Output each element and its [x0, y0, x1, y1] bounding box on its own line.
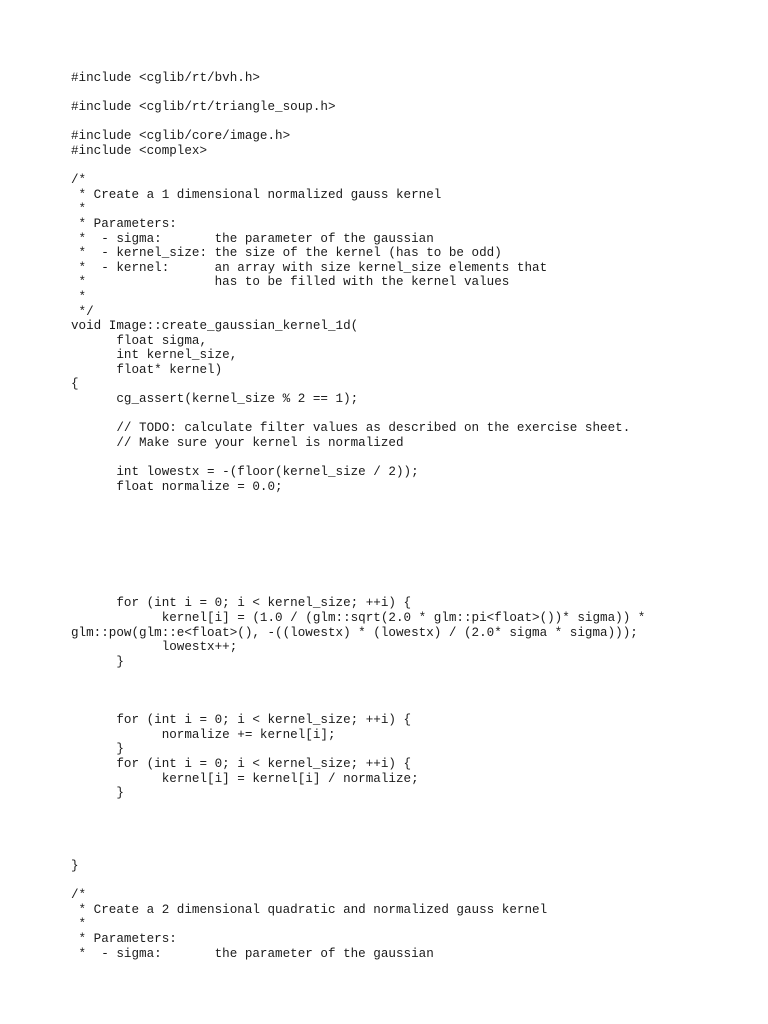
code-line: /*	[71, 888, 87, 903]
code-line: * - kernel: an array with size kernel_size elements that	[71, 260, 548, 275]
code-line: int lowestx = -(floor(kernel_size / 2));	[71, 465, 419, 480]
code-line: }	[71, 786, 124, 801]
code-line: float normalize = 0.0;	[71, 479, 283, 494]
code-line: void Image::create_gaussian_kernel_1d(	[71, 319, 359, 334]
code-line: #include <cglib/rt/triangle_soup.h>	[71, 100, 336, 115]
code-line: float* kernel)	[71, 362, 223, 377]
code-line	[71, 553, 751, 568]
code-line	[71, 801, 751, 816]
code-line	[71, 815, 751, 830]
code-line	[71, 669, 751, 684]
code-line: * has to be filled with the kernel values	[71, 275, 510, 290]
code-line: glm::pow(glm::e<float>(), -((lowestx) * (lowestx) / (2.0* sigma * sigma)));	[71, 625, 638, 640]
code-line: for (int i = 0; i < kernel_size; ++i) {	[71, 756, 412, 771]
code-line: cg_assert(kernel_size % 2 == 1);	[71, 392, 359, 407]
code-line: * Create a 1 dimensional normalized gauss kernel	[71, 187, 442, 202]
code-line: * Parameters:	[71, 216, 177, 231]
code-line: *	[71, 917, 87, 932]
code-line	[71, 844, 751, 859]
code-line: lowestx++;	[71, 640, 238, 655]
code-line: int kernel_size,	[71, 348, 238, 363]
code-line	[71, 523, 751, 538]
code-line: // Make sure your kernel is normalized	[71, 435, 404, 450]
code-line: *	[71, 289, 87, 304]
code-line	[71, 582, 751, 597]
code-line: * Create a 2 dimensional quadratic and normalized gauss kernel	[71, 902, 548, 917]
code-line	[71, 874, 751, 889]
code-line: kernel[i] = (1.0 / (glm::sqrt(2.0 * glm::pi<float>())* sigma)) *	[71, 610, 646, 625]
code-line	[71, 830, 751, 845]
code-line: normalize += kernel[i];	[71, 727, 336, 742]
code-line	[71, 509, 751, 524]
code-line: kernel[i] = kernel[i] / normalize;	[71, 771, 419, 786]
code-line: }	[71, 742, 124, 757]
code-line: {	[71, 377, 79, 392]
code-line: // TODO: calculate filter values as described on the exercise sheet.	[71, 421, 631, 436]
code-line	[71, 86, 751, 101]
code-line	[71, 699, 751, 714]
code-line: * - sigma: the parameter of the gaussian	[71, 946, 434, 961]
code-line: */	[71, 304, 94, 319]
code-block	[71, 71, 751, 961]
code-line: *	[71, 202, 87, 217]
code-line	[71, 494, 751, 509]
code-line: for (int i = 0; i < kernel_size; ++i) {	[71, 713, 412, 728]
code-line	[71, 407, 751, 422]
code-line: }	[71, 654, 124, 669]
code-line	[71, 159, 751, 174]
code-line	[71, 115, 751, 130]
code-line: * - kernel_size: the size of the kernel (has to be odd)	[71, 246, 502, 261]
code-line	[71, 684, 751, 699]
code-line: #include <complex>	[71, 143, 208, 158]
code-line: * Parameters:	[71, 932, 177, 947]
code-line: /*	[71, 173, 87, 188]
code-line	[71, 538, 751, 553]
code-line: #include <cglib/rt/bvh.h>	[71, 71, 260, 85]
code-line: * - sigma: the parameter of the gaussian	[71, 231, 434, 246]
code-line: for (int i = 0; i < kernel_size; ++i) {	[71, 596, 412, 611]
code-line	[71, 450, 751, 465]
code-line: float sigma,	[71, 333, 208, 348]
code-line: }	[71, 859, 79, 874]
code-line	[71, 567, 751, 582]
code-line: #include <cglib/core/image.h>	[71, 129, 291, 144]
